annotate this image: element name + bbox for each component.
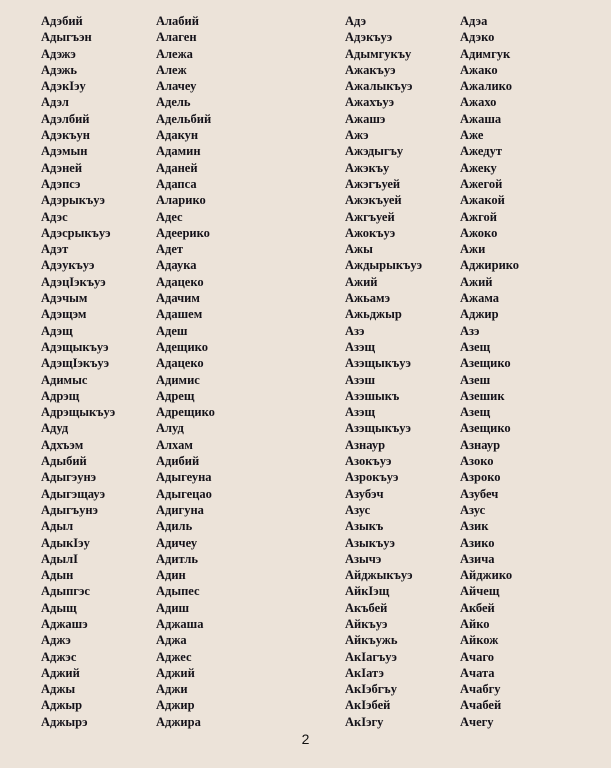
word-entry: Адель [156, 95, 191, 110]
word-entry: Адэкъуэ [345, 30, 393, 45]
word-entry: Ажакъуэ [345, 62, 396, 77]
word-entry: Азэщ [345, 405, 376, 420]
word-entry: Айджико [460, 568, 513, 583]
word-entry: Адачим [156, 291, 200, 306]
word-entry: Аджир [156, 698, 195, 713]
word-entry: Аджий [156, 665, 195, 680]
word-entry: Айкъужь [345, 633, 398, 648]
word-entry: Алачеу [156, 79, 197, 94]
word-entry: Адыл [41, 519, 74, 534]
word-entry: Ажеку [460, 160, 497, 175]
word-entry: Ажакой [460, 193, 505, 208]
word-entry: Азэ [460, 323, 480, 338]
word-entry: Адын [41, 568, 74, 583]
word-entry: АдылI [41, 551, 78, 566]
word-entry: Адыгецао [156, 486, 212, 501]
word-entry: Ажалико [460, 79, 512, 94]
word-entry: Азэщыкъуэ [345, 356, 411, 371]
word-entry: Азубеч [460, 486, 499, 501]
word-entry: Адигуна [156, 502, 204, 517]
word-entry: Адэ [345, 14, 367, 28]
page-number: 2 [301, 731, 310, 747]
word-entry: Ажэгъуей [345, 176, 401, 191]
word-entry: Адэщыкъуэ [41, 339, 109, 354]
word-entry: Адуд [41, 421, 69, 436]
word-entry: Азещико [460, 356, 511, 371]
word-entry: Ажгъуей [345, 209, 395, 224]
word-entry: Азыкъ [345, 519, 384, 534]
word-entry: Аджырэ [41, 714, 88, 729]
word-entry: Адитль [156, 551, 199, 566]
word-entry: Аджы [41, 682, 76, 697]
word-entry: Ачабей [460, 698, 502, 713]
word-entry: Алхам [156, 437, 193, 452]
word-entry: Адибий [156, 454, 200, 469]
word-entry: Ажэдыгъу [345, 144, 404, 159]
word-entry: Адэбий [41, 14, 83, 28]
word-entry: Адакун [156, 128, 199, 143]
word-entry: Ажьджыр [345, 307, 402, 322]
word-entry: Азоко [460, 454, 494, 469]
word-entry: Аджес [156, 649, 192, 664]
word-entry: Адыгеуна [156, 470, 212, 485]
word-entry: Адрэщ [41, 388, 80, 403]
word-entry: Аждырыкъуэ [345, 258, 423, 273]
word-entry: Аджыр [41, 698, 83, 713]
word-entry: Азычэ [345, 551, 382, 566]
word-entry: Айко [460, 616, 490, 631]
word-entry: Ажедут [460, 144, 503, 159]
word-entry: Аджэ [41, 633, 71, 648]
word-entry: Акъбей [345, 600, 388, 615]
word-entry: Адашем [156, 307, 203, 322]
word-entry: АкIэбей [345, 698, 391, 713]
word-entry: Аджа [156, 633, 187, 648]
word-entry: Адацеко [156, 274, 204, 289]
word-entry: Ажы [345, 242, 373, 257]
word-entry: Адэа [460, 14, 488, 28]
word-entry: Адыпгэс [41, 584, 90, 599]
word-entry: Ажий [345, 274, 378, 289]
word-entry: Азещико [460, 421, 511, 436]
word-entry: Азико [460, 535, 495, 550]
word-entry: Ажьамэ [345, 291, 391, 306]
word-entry: Азнаур [345, 437, 386, 452]
word-entry: Ажгой [460, 209, 497, 224]
word-entry: Адыгэщауэ [41, 486, 106, 501]
word-entry: Адин [156, 568, 186, 583]
word-entry: Ачата [460, 665, 495, 680]
word-entry: Ажахъуэ [345, 95, 395, 110]
word-entry: Ажоко [460, 225, 498, 240]
word-entry: Аджира [156, 714, 201, 729]
word-entry: Алуд [156, 421, 184, 436]
word-entry: Азича [460, 551, 495, 566]
word-entry: Азроко [460, 470, 501, 485]
word-entry: Ачаго [460, 649, 494, 664]
word-entry: Адэчым [41, 291, 88, 306]
word-column-1 [41, 13, 115, 730]
word-entry: Азещ [460, 339, 491, 354]
word-entry: Адиль [156, 519, 193, 534]
word-entry: Ажэкъуей [345, 193, 402, 208]
word-entry: Адэней [41, 160, 83, 175]
word-entry: Азэщ [345, 339, 376, 354]
word-entry: Аджий [41, 665, 80, 680]
word-entry: АкIагъуэ [345, 649, 397, 664]
word-entry: Адэжь [41, 62, 78, 77]
word-entry: Адещико [156, 339, 208, 354]
word-entry: Ажи [460, 242, 486, 257]
word-entry: Адацеко [156, 356, 204, 371]
word-entry: Адэжэ [41, 46, 76, 61]
word-entry: АкIэбгъу [345, 682, 397, 697]
word-entry: Ажий [460, 274, 493, 289]
word-entry: Ажегой [460, 176, 503, 191]
word-entry: Адэмын [41, 144, 88, 159]
word-entry: Адэщэм [41, 307, 87, 322]
word-entry: Азещ [460, 405, 491, 420]
word-entry: Алабий [156, 14, 199, 28]
word-entry: Адимыс [41, 372, 88, 387]
word-entry: Азэш [345, 372, 376, 387]
word-entry: Аларико [156, 193, 206, 208]
word-entry: Азус [460, 502, 486, 517]
word-entry: Аджашэ [41, 616, 88, 631]
word-entry: Алаген [156, 30, 197, 45]
word-entry: Азэщыкъуэ [345, 421, 411, 436]
word-entry: Ажокъуэ [345, 225, 396, 240]
word-entry: Азик [460, 519, 489, 534]
word-entry: Айкож [460, 633, 499, 648]
word-entry: АкIэгу [345, 714, 384, 729]
word-entry: Акбей [460, 600, 495, 615]
word-entry: Адет [156, 242, 184, 257]
word-entry: Аджаша [156, 616, 204, 631]
word-entry: Азрокъуэ [345, 470, 399, 485]
word-entry: Адыгъэн [41, 30, 92, 45]
word-entry: Адыпес [156, 584, 200, 599]
word-entry: Азнаур [460, 437, 501, 452]
word-entry: Адэпсэ [41, 176, 81, 191]
word-entry: Адеш [156, 323, 188, 338]
word-entry: АдэщIэкъуэ [41, 356, 110, 371]
word-entry: Ажахо [460, 95, 497, 110]
word-entry: Адрещ [156, 388, 195, 403]
word-entry: Адэлбий [41, 111, 90, 126]
word-entry: АдыкIэу [41, 535, 90, 550]
word-entry: Ажако [460, 62, 498, 77]
word-entry: Ажашэ [345, 111, 386, 126]
word-entry: Адыщ [41, 600, 77, 615]
word-entry: Азубэч [345, 486, 384, 501]
word-entry: Адэщ [41, 323, 73, 338]
word-entry: Адыбий [41, 454, 87, 469]
word-entry: Адельбий [156, 111, 212, 126]
word-entry: Ажэ [345, 128, 369, 143]
word-entry: Адэсрыкъуэ [41, 225, 111, 240]
word-column-2 [156, 13, 215, 730]
word-entry: Азэ [345, 323, 365, 338]
word-entry: АдэцIэкъуэ [41, 274, 106, 289]
word-entry: Адэкъун [41, 128, 91, 143]
word-entry: Ажама [460, 291, 500, 306]
word-entry: Аданей [156, 160, 198, 175]
word-entry: Аджирико [460, 258, 520, 273]
word-entry: Адрэщыкъуэ [41, 405, 116, 420]
word-entry: Адес [156, 209, 183, 224]
word-entry: Азешик [460, 388, 505, 403]
word-entry: Адиш [156, 600, 190, 615]
word-entry: Азэшыкъ [345, 388, 400, 403]
word-entry: Ачегу [460, 714, 494, 729]
word-entry: Адэл [41, 95, 69, 110]
word-entry: Адымгукъу [345, 46, 412, 61]
word-column-3 [345, 13, 422, 730]
word-entry: Адеерико [156, 225, 210, 240]
word-entry: Адыгъунэ [41, 502, 98, 517]
word-entry: Аджир [460, 307, 499, 322]
word-entry: Адапса [156, 176, 197, 191]
word-entry: Адрещико [156, 405, 215, 420]
word-entry: Ачабгу [460, 682, 501, 697]
word-entry: Азокъуэ [345, 454, 392, 469]
word-entry: Адэс [41, 209, 68, 224]
word-entry: АдэкIэу [41, 79, 86, 94]
word-entry: АйкIэщ [345, 584, 390, 599]
word-entry: Айджыкъуэ [345, 568, 413, 583]
word-entry: Азыкъуэ [345, 535, 395, 550]
word-entry: Адамин [156, 144, 201, 159]
word-entry: Алежа [156, 46, 193, 61]
word-entry: АкIатэ [345, 665, 384, 680]
word-entry: Адэт [41, 242, 69, 257]
word-entry: Азеш [460, 372, 491, 387]
word-entry: Ажалыкъуэ [345, 79, 413, 94]
word-entry: Айкъуэ [345, 616, 388, 631]
word-entry: Адэрыкъуэ [41, 193, 105, 208]
word-entry: Алеж [156, 62, 187, 77]
word-entry: Аджи [156, 682, 188, 697]
word-entry: Аджэс [41, 649, 77, 664]
word-column-4 [460, 13, 519, 730]
word-entry: Адимгук [460, 46, 511, 61]
word-entry: Ажэкъу [345, 160, 390, 175]
word-entry: Азус [345, 502, 371, 517]
word-entry: Адаука [156, 258, 197, 273]
word-entry: Адичеу [156, 535, 198, 550]
word-entry: Адэукъуэ [41, 258, 95, 273]
word-entry: Ажаша [460, 111, 502, 126]
word-entry: Адимис [156, 372, 200, 387]
word-entry: Аже [460, 128, 484, 143]
word-entry: Адыгэунэ [41, 470, 97, 485]
word-entry: Адэко [460, 30, 495, 45]
word-entry: Адхъэм [41, 437, 84, 452]
word-entry: Айчещ [460, 584, 500, 599]
